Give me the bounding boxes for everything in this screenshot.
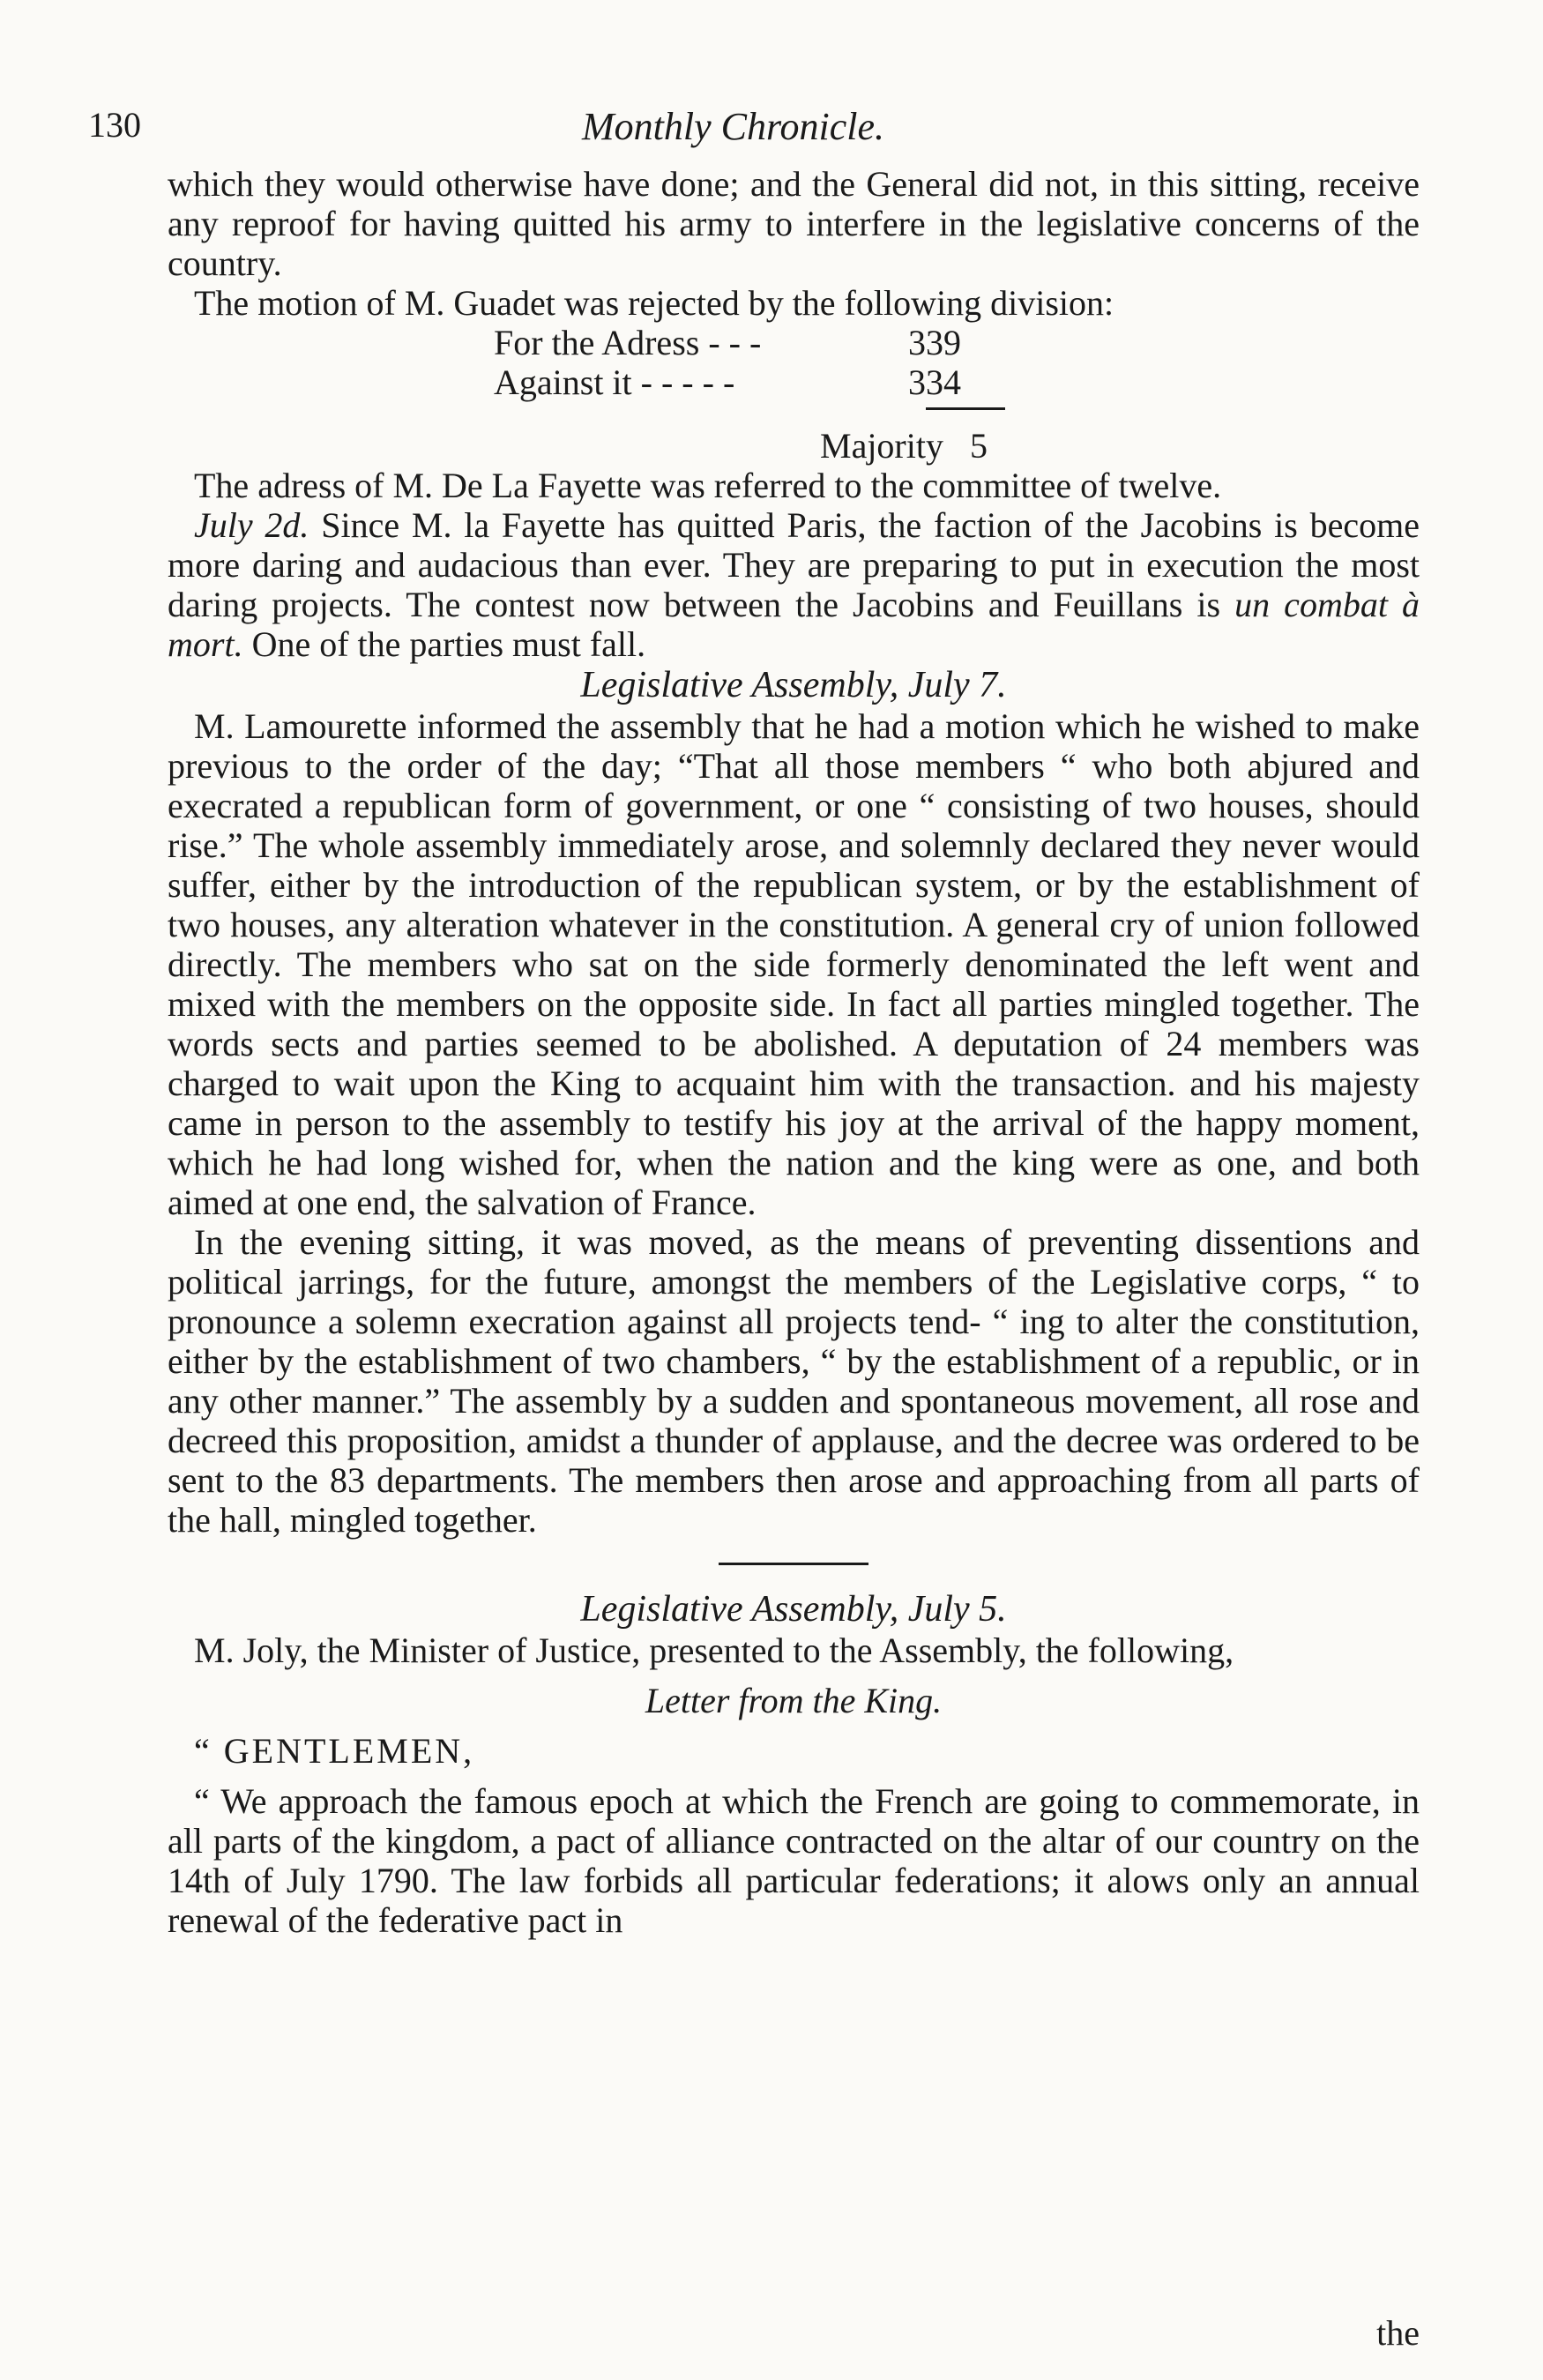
date-july-2d: July 2d. — [194, 505, 309, 545]
combat-phrase: un combat à mort. — [168, 585, 1420, 664]
letter-salutation: “ GENTLEMEN, — [194, 1731, 475, 1771]
section-divider — [719, 1563, 868, 1565]
vote-for-value: 339 — [908, 323, 961, 362]
running-head — [88, 104, 1428, 157]
vote-row-against — [494, 362, 1420, 402]
july-2-text: Since M. la Fayette has quitted Paris, the faction of the Jacobins is become more daring and audacious than ever. They are preparing to put in execution the most daring projects. The contest now between the Jacobins and Feuillans is — [168, 505, 1420, 624]
running-title: Monthly Chronicle. — [582, 105, 884, 148]
page-number: 130 — [88, 105, 141, 145]
paragraph-general-reproof: which they would otherwise have done; and the General did not, in this sitting, receive any reproof for having quitted his army to interfere in the legislative concerns of the country. — [168, 164, 1420, 283]
vote-against-label: Against it - - - - - — [494, 362, 735, 402]
paragraph-july-2 — [168, 505, 1420, 664]
paragraph-evening-sitting: In the evening sitting, it was moved, as the means of preventing dissentions and political jarrings, for the future, amongst the members of the Legislative corps, “ to pronounce a solemn execration against all projects tend- “ ing to alter the constitution, either by the establishment of two chambers, “ by the establishment of a republic, or in any other manner.” The assembly by a sudden and spontaneous movement, all rose and decreed this proposition, amidst a thunder of applause, and the decree was ordered to be sent to the 83 departments. The members then arose and approaching from all parts of the hall, mingled together. — [168, 1222, 1420, 1540]
vote-majority-label: Majority — [820, 426, 943, 466]
section-heading-july-7: Legislative Assembly, July 7. — [580, 665, 1007, 705]
paragraph-letter-body: “ We approach the famous epoch at which the French are going to commemorate, in all parts of the kingdom, a pact of alliance contracted on the altar of our country on the 14th of July 1790. The law forbids all particular federations; it alows only an annual renewal of the federative pact in — [168, 1781, 1420, 1940]
letter-heading: Letter from the King. — [645, 1681, 943, 1720]
vote-for-label: For the Adress - - - — [494, 323, 762, 362]
paragraph-lamourette: M. Lamourette informed the assembly that he had a motion which he wished to make previous to the order of the day; “That all those members “ who both abjured and execrated a republican form of government, or one “ consisting of two houses, should rise.” The whole assembly immediately arose, and solemnly declared they never would suffer, either by the introduction of the republican system, or by the establishment of two houses, any alteration whatever in the constitution. A general cry of union followed directly. The members who sat on the side formerly denominated the left went and mixed with the members on the opposite side. In fact all parties mingled together. The words sects and parties seemed to be abolished. A deputation of 24 members was charged to wait upon the King to acquaint him with the transaction. and his majesty came in person to the assembly to testify his joy at the arrival of the happy moment, which he had long wished for, when the nation and the king were as one, and both aimed at one end, the salvation of France. — [168, 706, 1420, 1222]
paragraph-joly: M. Joly, the Minister of Justice, presented to the Assembly, the following, — [194, 1630, 1234, 1670]
paragraph-guadet-motion: The motion of M. Guadet was rejected by the following division: — [194, 283, 1114, 323]
body-text — [168, 164, 1420, 1940]
division-table — [494, 323, 1420, 402]
july-2-tail: One of the parties must fall. — [242, 624, 646, 664]
catchword: the — [1376, 2313, 1420, 2353]
vote-majority-value: 5 — [969, 426, 988, 466]
section-heading-july-5: Legislative Assembly, July 5. — [580, 1589, 1007, 1630]
vote-against-value: 334 — [908, 362, 961, 402]
sum-rule — [926, 407, 1005, 410]
paragraph-lafayette-adress: The adress of M. De La Fayette was referred to the committee of twelve. — [194, 466, 1222, 505]
vote-row-majority — [820, 426, 1420, 466]
vote-row-for — [494, 323, 1420, 362]
